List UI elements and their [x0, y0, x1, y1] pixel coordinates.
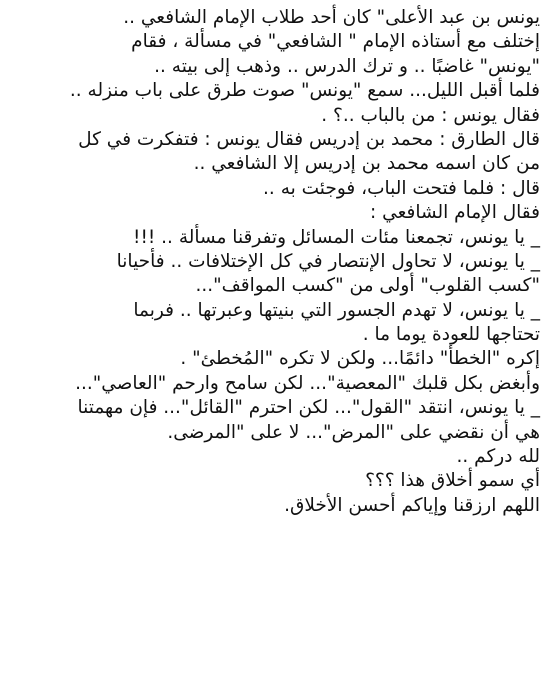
- text-line-7: من كان اسمه محمد بن إدريس إلا الشافعي ..: [193, 153, 540, 175]
- text-line-8: قال : فلما فتحت الباب، فوجئت به ..: [263, 177, 540, 199]
- text-line-6: قال الطارق : محمد بن إدريس فقال يونس : فتفكرت في كل: [78, 128, 540, 150]
- text-line-12: "كسب القلوب" أولى من "كسب المواقف"...: [195, 275, 540, 297]
- text-line-13: _ يا يونس، لا تهدم الجسور التي بنيتها وعبرتها .. فربما: [133, 299, 540, 321]
- text-line-1: يونس بن عبد الأعلى" كان أحد طلاب الإمام الشافعي ..: [123, 7, 540, 28]
- text-line-15: إكره "الخطأ" دائمًا... ولكن لا تكره "المُخطئ" .: [180, 348, 540, 370]
- text-line-14: تحتاجها للعودة يوما ما .: [362, 324, 540, 346]
- text-line-16: وأبغض بكل قلبك "المعصية"... لكن سامح وارحم "العاصي"...: [75, 372, 540, 394]
- text-line-9: فقال الإمام الشافعي :: [370, 202, 540, 224]
- text-line-19: لله دركم ..: [456, 446, 540, 468]
- text-line-10: _ يا يونس، تجمعنا مئات المسائل وتفرقنا مسألة .. !!!: [133, 226, 540, 248]
- text-line-5: فقال يونس : من بالباب ..؟ .: [321, 104, 540, 126]
- text-line-11: _ يا يونس، لا تحاول الإنتصار في كل الإختلافات .. فأحيانا: [116, 250, 540, 272]
- text-line-18: هي أن نقضي على "المرض"... لا على "المرضى.: [167, 421, 540, 443]
- text-line-4: فلما أقبل الليل... سمع "يونس" صوت طرق على باب منزله ..: [69, 80, 540, 102]
- text-line-2: إختلف مع أستاذه الإمام " الشافعي" في مسألة ، فقام: [131, 31, 540, 53]
- text-line-17: _ يا يونس، انتقد "القول"... لكن احترم "القائل"... فإن مهمتنا: [77, 397, 540, 419]
- text-line-21: اللهم ارزقنا وإياكم أحسن الأخلاق.: [284, 494, 540, 516]
- text-line-20: أي سمو أخلاق هذا ؟؟؟: [365, 470, 540, 492]
- text-line-3: "يونس" غاضبًا .. و ترك الدرس .. وذهب إلى بيته ..: [154, 55, 540, 77]
